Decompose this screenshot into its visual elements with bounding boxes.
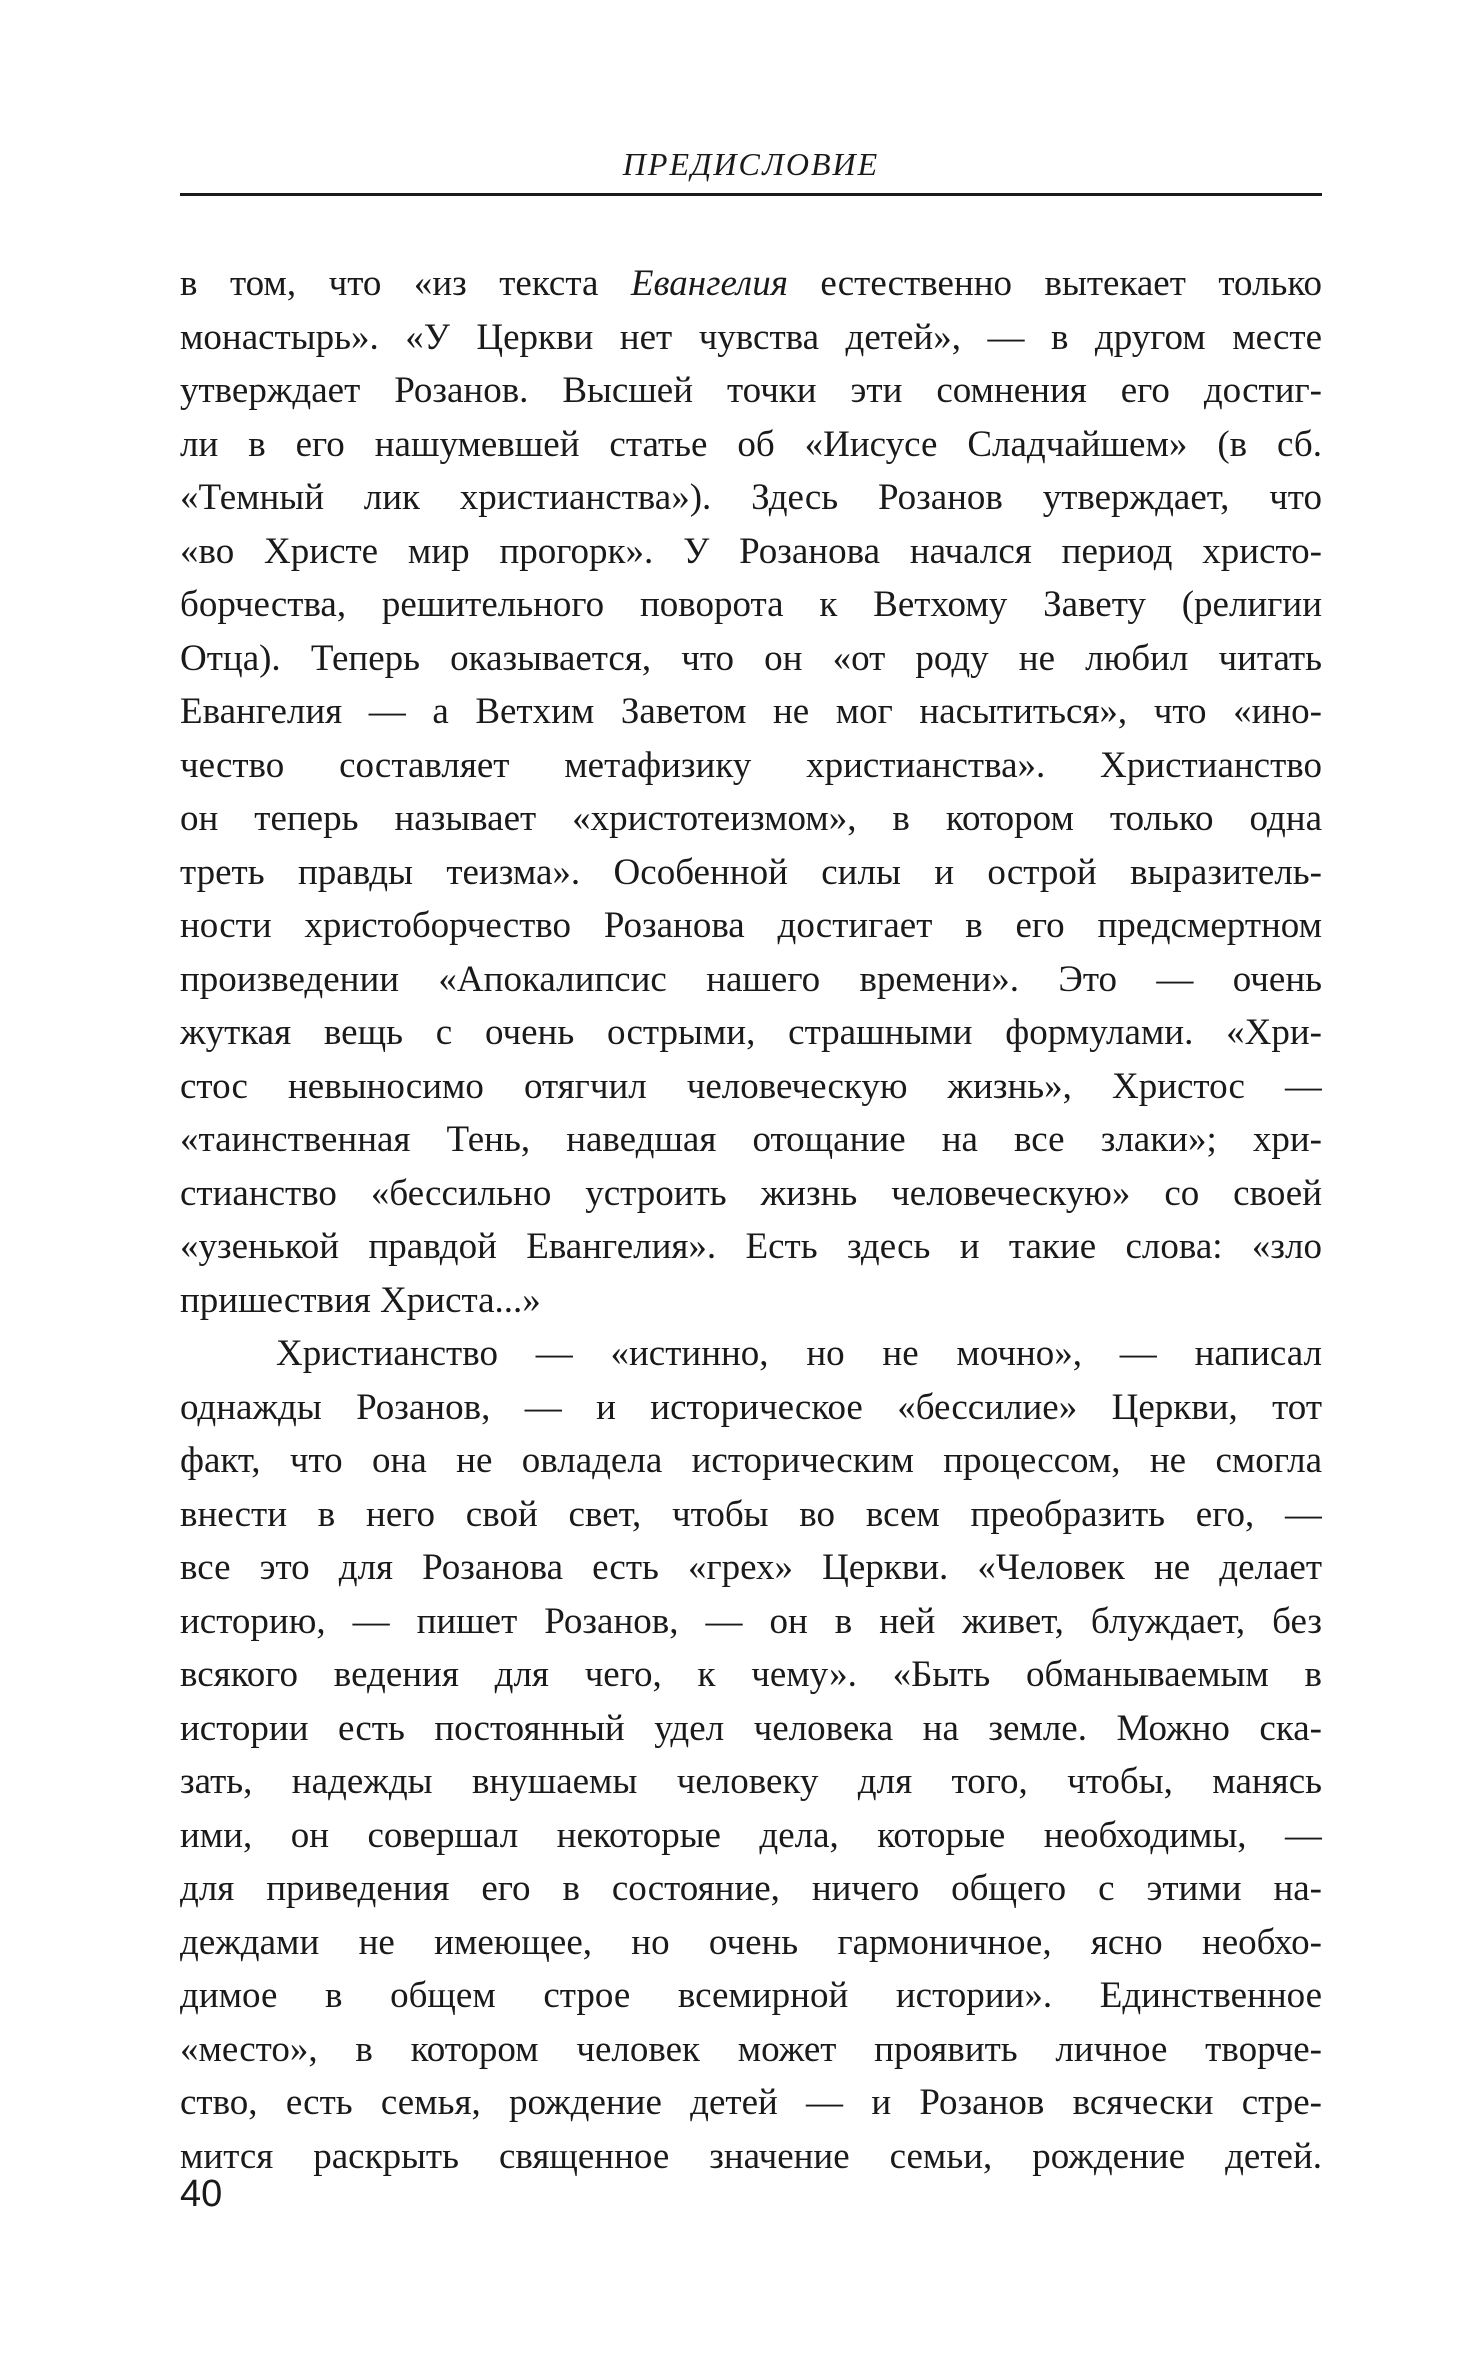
text-line: чество составляет метафизику христианства». Христианство (180, 744, 1322, 786)
text-line: все это для Розанова есть «грех» Церкви. «Человек не делает (180, 1547, 1322, 1588)
text-line: «таинственная Тень, наведшая отощание на все злаки»; хри- (180, 1119, 1322, 1160)
text-line: жуткая вещь с очень острыми, страшными формулами. «Хри- (180, 1012, 1322, 1053)
text-line: ности христоборчество Розанова достигает в его предсмертном (180, 905, 1322, 946)
text-line: «место», в котором человек может проявить личное творче- (180, 2028, 1322, 2070)
text-line: ство, есть семья, рождение детей — и Розанов всячески стре- (180, 2082, 1322, 2123)
text-line: треть правды теизма». Особенной силы и острой выразитель- (180, 851, 1322, 893)
text-segment: в том, что «из текста (180, 263, 631, 304)
text-line: пришествия Христа...» (180, 1279, 541, 1321)
page-number: 40 (180, 2173, 223, 2215)
text-line: монастырь». «У Церкви нет чувства детей», — в другом месте (180, 316, 1322, 358)
text-line: для приведения его в состояние, ничего общего с этими на- (180, 1868, 1322, 1909)
text-line: «Темный лик христианства»). Здесь Розанов утверждает, что (180, 477, 1322, 518)
text-line: «во Христе мир прогорк». У Розанова начался период христо- (180, 530, 1322, 572)
text-line: мится раскрыть священное значение семьи, рождение детей. (180, 2135, 1322, 2177)
text-segment: естественно вытекает только (787, 263, 1322, 304)
text-line: внести в него свой свет, чтобы во всем преобразить его, — (180, 1493, 1322, 1535)
text-line: димое в общем строе всемирной истории». Единственное (180, 1975, 1322, 2016)
text-line: деждами не имеющее, но очень гармоничное, ясно необхо- (180, 1921, 1322, 1963)
text-line: утверждает Розанов. Высшей точки эти сомнения его достиг- (180, 370, 1322, 411)
text-line: однажды Розанов, — и историческое «бессилие» Церкви, тот (180, 1386, 1322, 1428)
text-line: он теперь называет «христотеизмом», в котором только одна (180, 798, 1322, 839)
text-line: произведении «Апокалипсис нашего времени». Это — очень (180, 958, 1322, 1000)
text-line: ими, он совершал некоторые дела, которые необходимы, — (180, 1814, 1322, 1856)
text-line (180, 258, 1322, 310)
text-line: «узенькой правдой Евангелия». Есть здесь и такие слова: «зло (180, 1226, 1322, 1267)
text-line: борчества, решительного поворота к Ветхому Завету (религии (180, 584, 1322, 625)
running-head: ПРЕДИСЛОВИЕ (622, 146, 880, 182)
italic-title: Евангелия (630, 263, 788, 304)
header-rule (180, 193, 1322, 196)
text-line: всякого ведения для чего, к чему». «Быть обманываемым в (180, 1654, 1322, 1695)
text-line: Евангелия — а Ветхим Заветом не мог насытиться», что «ино- (180, 691, 1322, 732)
text-line: ли в его нашумевшей статье об «Иисусе Сладчайшем» (в сб. (180, 423, 1322, 465)
text-line: факт, что она не овладела историческим процессом, не смогла (180, 1440, 1322, 1481)
text-line: стианство «бессильно устроить жизнь человеческую» со своей (180, 1172, 1322, 1214)
text-line: Отца). Теперь оказывается, что он «от роду не любил читать (180, 637, 1322, 679)
text-line: историю, — пишет Розанов, — он в ней живет, блуждает, без (180, 1600, 1322, 1642)
text-line: зать, надежды внушаемы человеку для того, чтобы, манясь (180, 1761, 1322, 1802)
text-line: стос невыносимо отягчил человеческую жизнь», Христос — (180, 1065, 1322, 1107)
text-line: истории есть постоянный удел человека на земле. Можно ска- (180, 1707, 1322, 1749)
text-line: Христианство — «истинно, но не мочно», — написал (276, 1333, 1322, 1374)
